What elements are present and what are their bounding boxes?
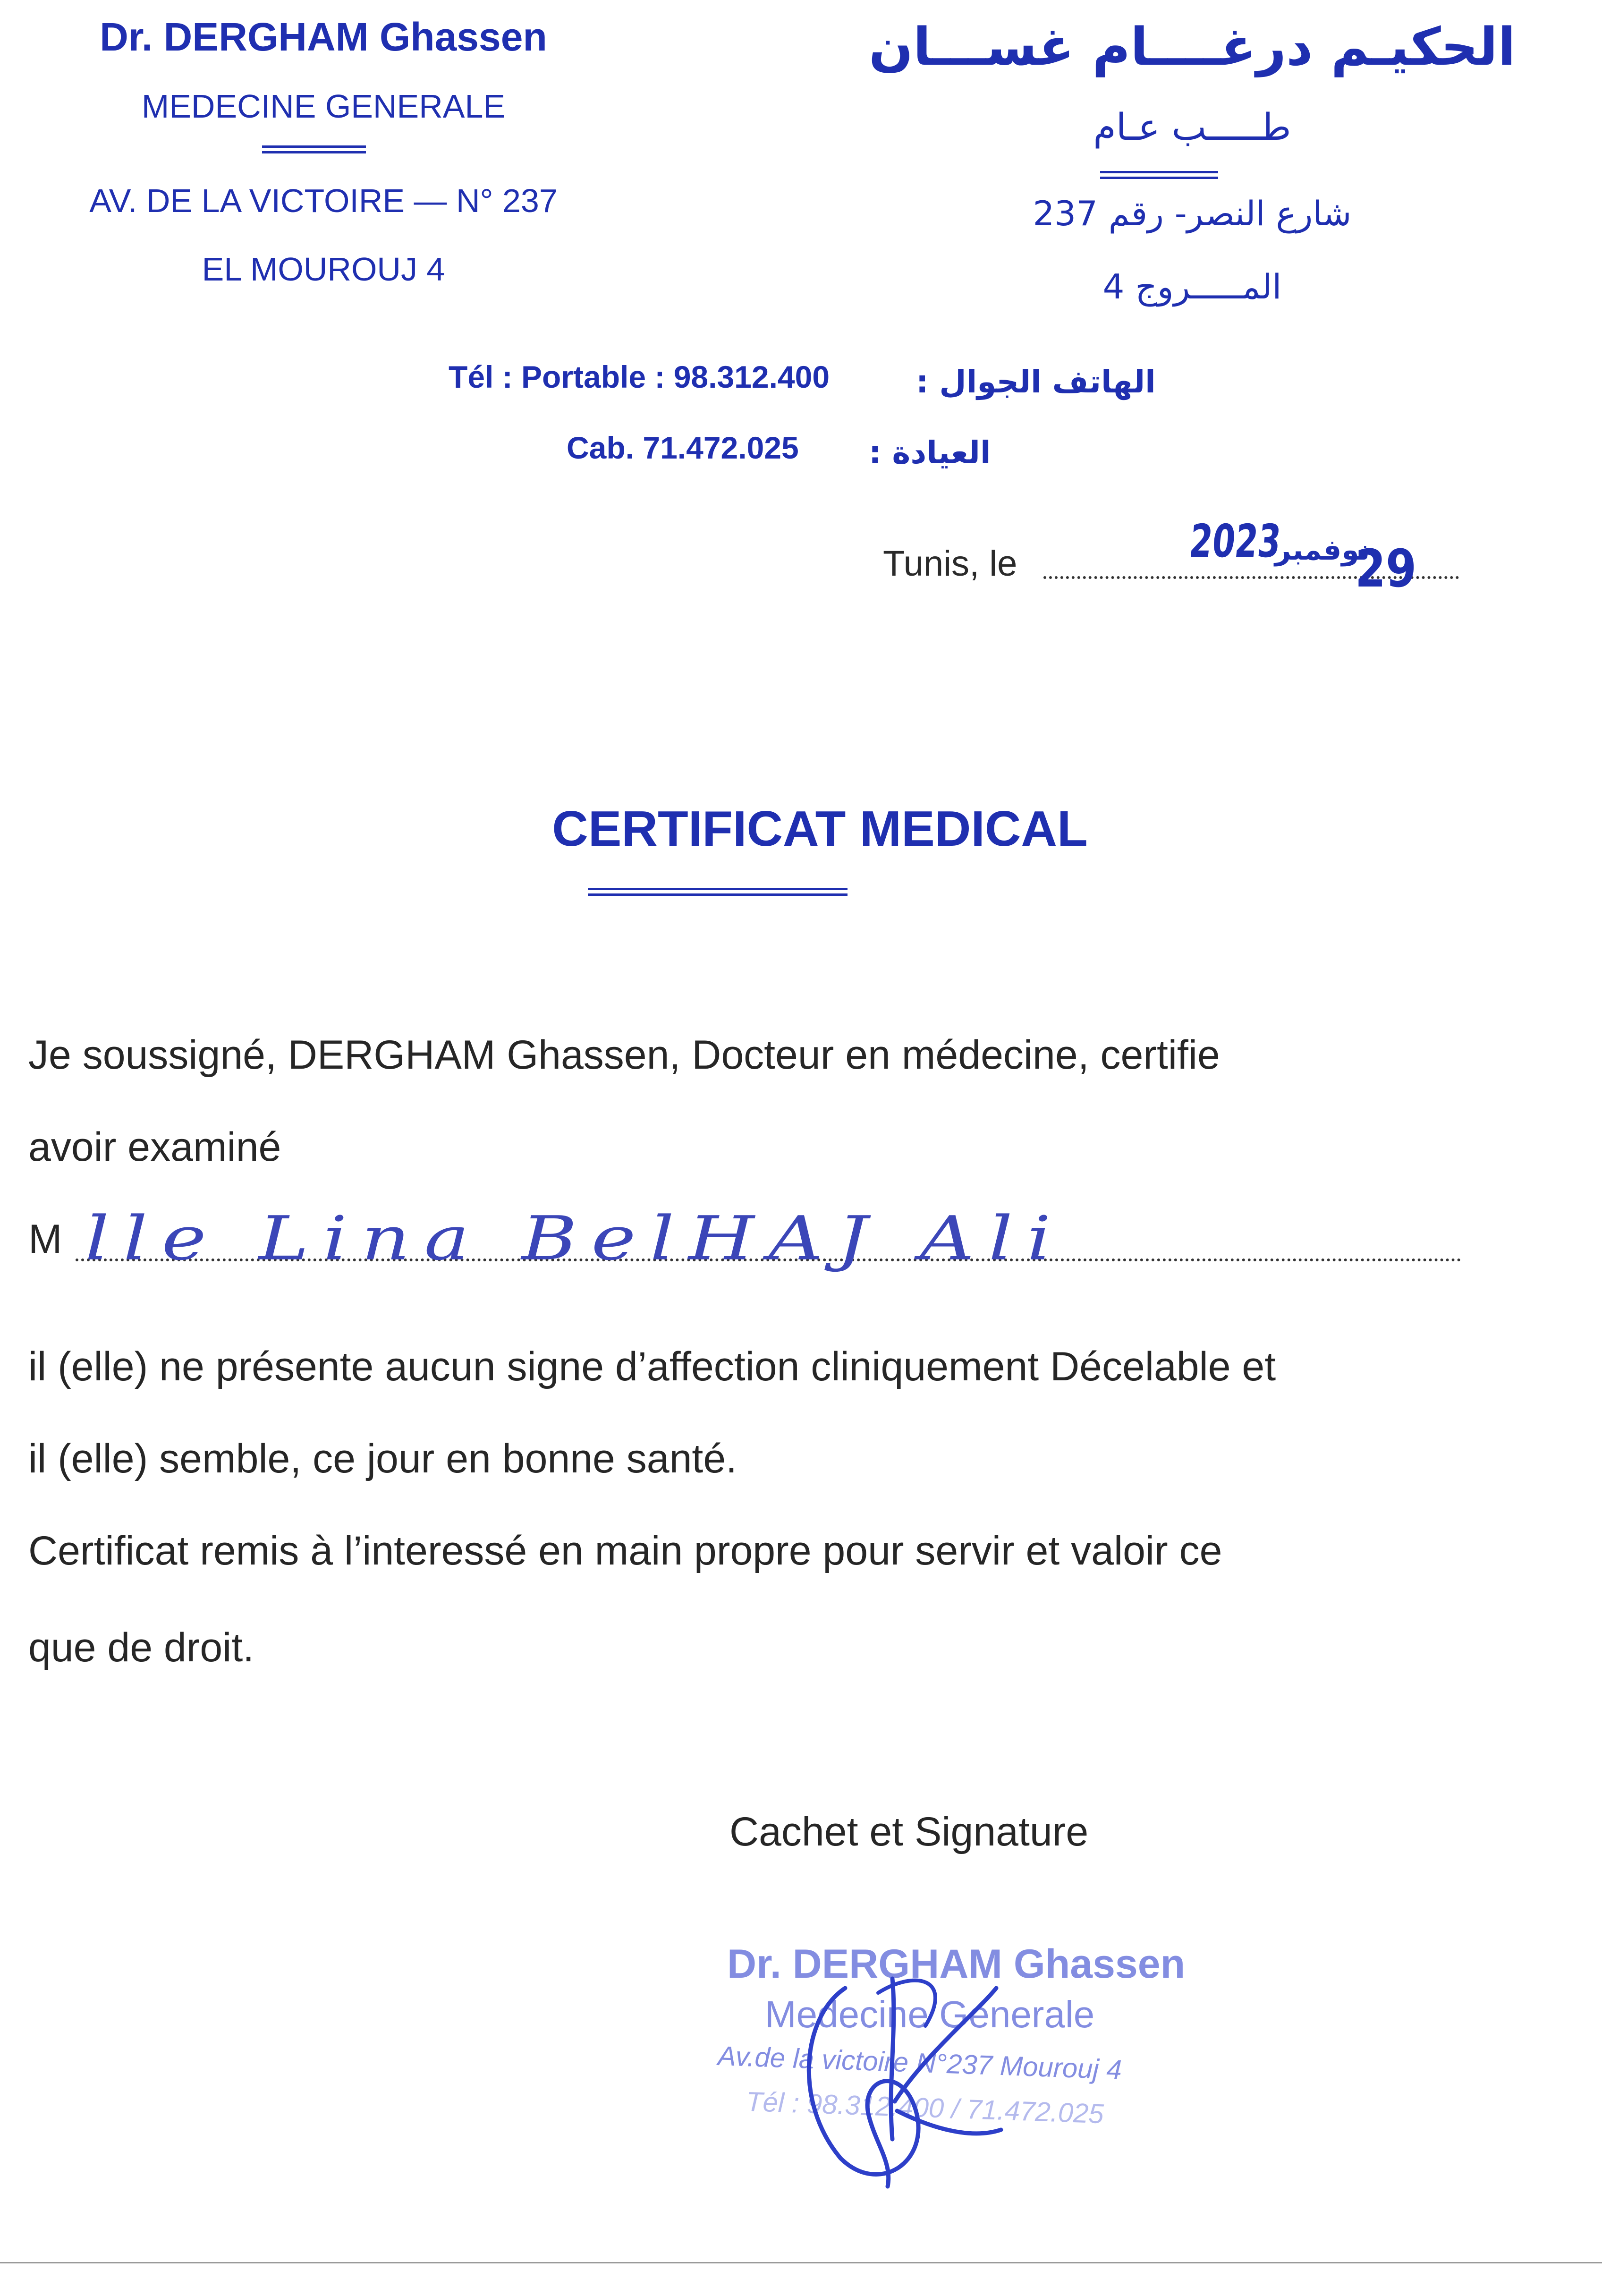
phone-mobile: Tél : Portable : 98.312.400 — [449, 359, 830, 394]
page-bottom-edge — [0, 2262, 1602, 2263]
stamp-line-2: Medecine Generale — [765, 1993, 1095, 2035]
signature-label: Cachet et Signature — [729, 1809, 1089, 1854]
doctor-name: Dr. DERGHAM Ghassen — [100, 15, 547, 59]
body-line-6: que de droit. — [28, 1625, 254, 1670]
date-label: Tunis, le — [883, 544, 1017, 584]
body-line-2: avoir examiné — [28, 1124, 281, 1170]
arabic-specialty: طـــــب عـام — [1093, 106, 1291, 149]
stamp-line-3: Av.de la victoire N°237 Mourouj 4 — [717, 2041, 1122, 2085]
patient-name-handwritten: lle Lina BelHAJ Ali — [85, 1203, 1066, 1274]
date-year-stamp: 2023 — [1187, 515, 1284, 568]
title-underline — [588, 888, 848, 896]
body-line-3: il (elle) ne présente aucun signe d’affection cliniquement Décelable et — [28, 1344, 1276, 1389]
signature-scribble-icon — [774, 1960, 1020, 2196]
stamp-line-4: Tél : 98.312.400 / 71.472.025 — [746, 2086, 1104, 2130]
header-divider-left — [262, 145, 366, 153]
arabic-address-line-2: المـــــروج 4 — [1102, 267, 1282, 306]
phone-mobile-arabic-label: الهاتف الجوال : — [916, 364, 1156, 400]
arabic-doctor-name: الحكيـم درغــــام غســـان — [869, 17, 1516, 77]
phone-office-arabic-label: العيادة : — [869, 434, 991, 471]
header-divider-right — [1100, 171, 1218, 179]
stamp-line-1: Dr. DERGHAM Ghassen — [727, 1941, 1186, 1987]
address-line-2: EL MOUROUJ 4 — [202, 251, 445, 288]
patient-prefix: M — [28, 1216, 62, 1262]
arabic-address-line-1: شارع النصر- رقم 237 — [1033, 194, 1352, 233]
date-month-stamp: نوفمبر — [1275, 534, 1370, 567]
doctor-specialty: MEDECINE GENERALE — [141, 88, 506, 125]
certificate-title: CERTIFICAT MEDICAL — [552, 801, 1088, 857]
body-line-4: il (elle) semble, ce jour en bonne santé. — [28, 1436, 737, 1481]
body-line-5: Certificat remis à l’interessé en main propre pour servir et valoir ce — [28, 1528, 1222, 1573]
body-line-1: Je soussigné, DERGHAM Ghassen, Docteur en médecine, certifie — [28, 1032, 1220, 1078]
date-day-stamp: 29 — [1355, 538, 1417, 599]
phone-office: Cab. 71.472.025 — [567, 430, 799, 465]
address-line-1: AV. DE LA VICTOIRE — N° 237 — [89, 182, 558, 219]
